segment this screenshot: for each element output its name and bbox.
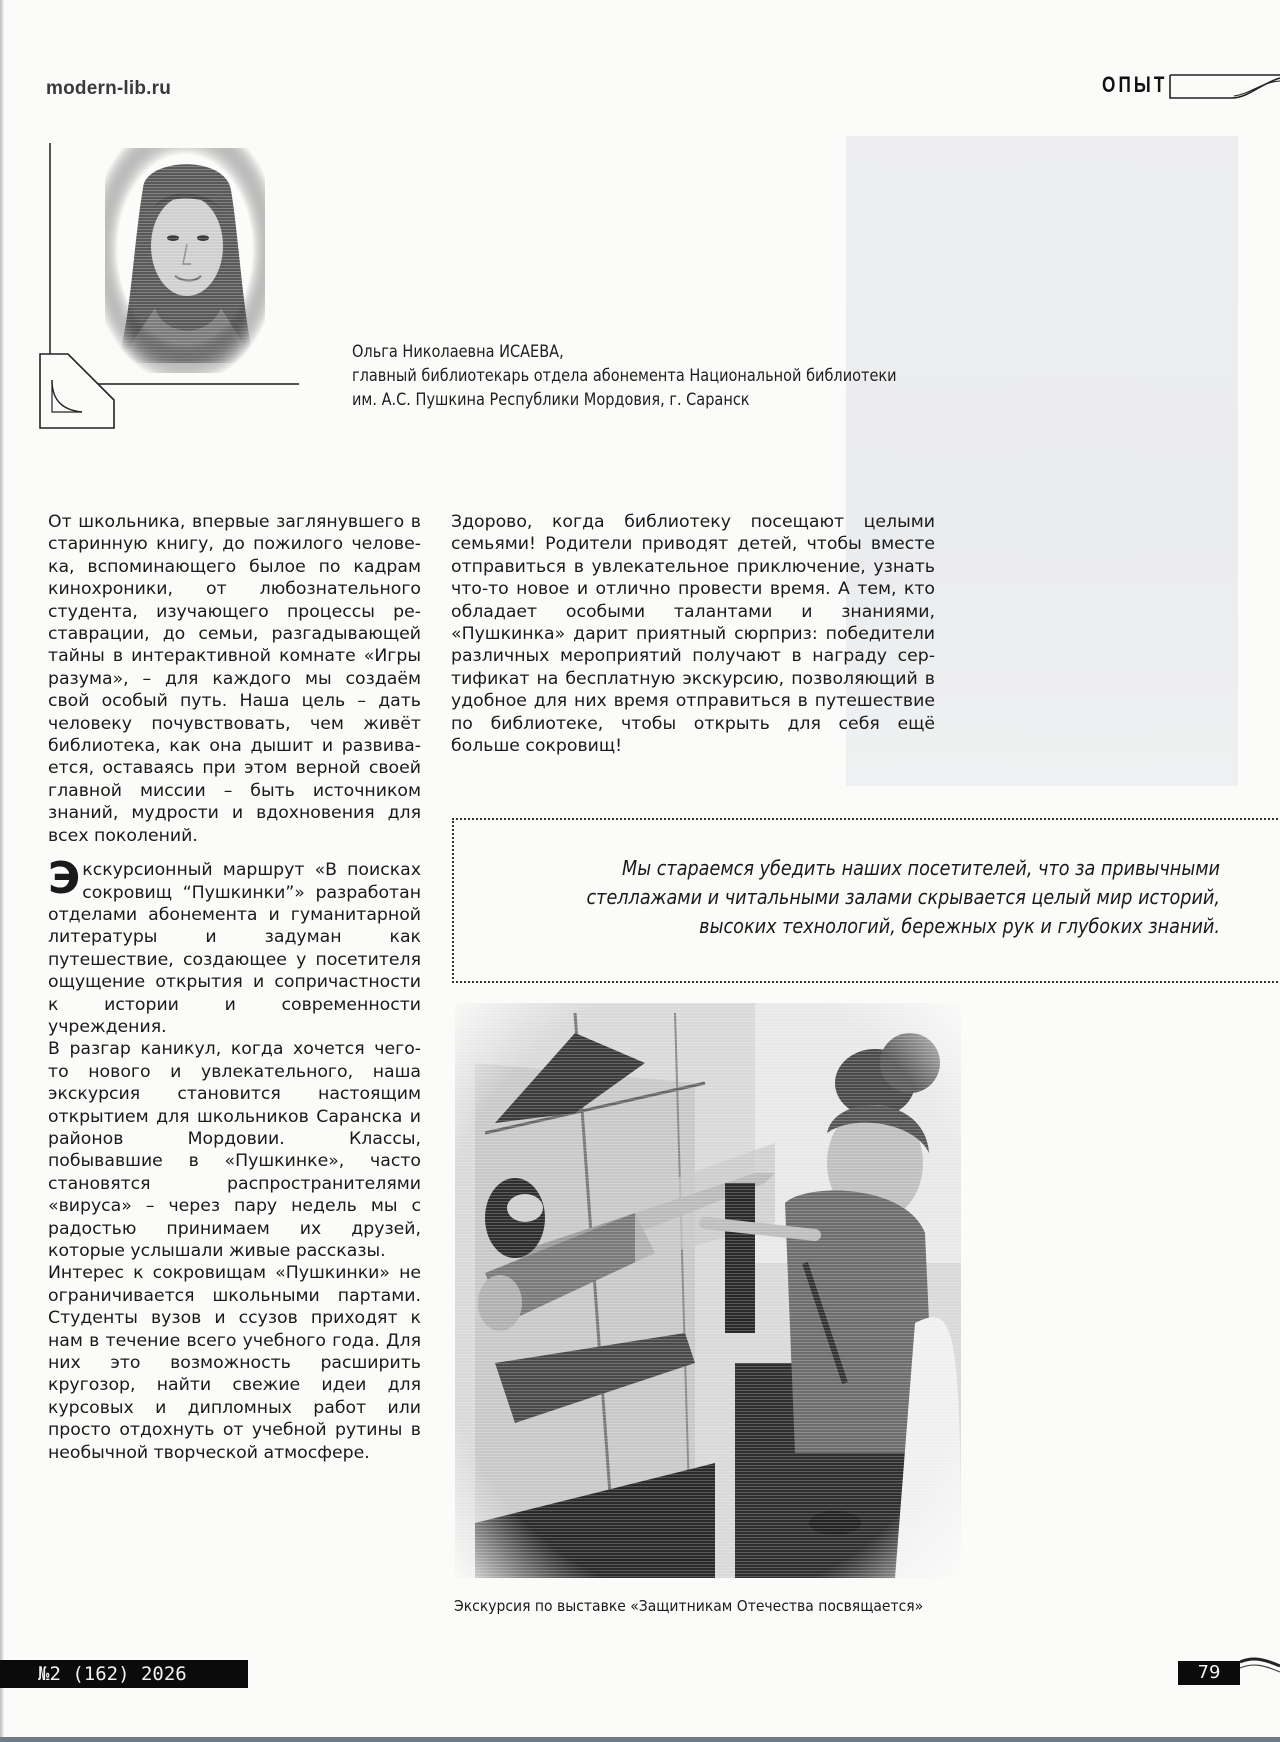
exhibition-photo (455, 1003, 961, 1578)
article-column-right (451, 511, 935, 757)
article-column-left (48, 511, 421, 1464)
author-affiliation: им. А.С. Пушкина Республики Мордовия, г. Саранск (352, 390, 750, 409)
photo-caption: Экскурсия по выставке «Защитникам Отечества посвящается» (454, 1597, 924, 1615)
pull-quote-line: стеллажами и читальными залами скрывается целый мир историй, (586, 885, 1220, 909)
author-name: Ольга Николаевна ИСАЕВА, (352, 342, 564, 361)
paragraph: Здорово, когда библиотеку посещают целыми семьями! Родители приводят детей, чтобы вместе отправиться в увлекательное приключение, узнать что-то новое и отлично провести время. А тем, кто обладает особыми талантами и знаниями, «Пушкинка» дарит приятный сюрприз: победители различных мероприятий получают в награду сертификат на бесплатную экскурсию, позволяющий в удобное для них время отправиться в путешествие по библиотеке, чтобы открыть для себя ещё больше сокровищ! (451, 512, 935, 757)
frame-line-vertical (49, 143, 51, 383)
drop-cap: Э (48, 853, 81, 905)
pull-quote-line: высоких технологий, бережных рук и глубоких знаний. (699, 914, 1220, 938)
author-position: главный библиотекарь отдела абонемента Национальной библиотеки (352, 366, 897, 385)
page-number: 79 (1178, 1661, 1240, 1685)
page-bottom-edge (0, 1737, 1280, 1742)
issue-number: №2 (162) 2026 (0, 1660, 248, 1688)
section-tab-decoration-icon (1168, 72, 1280, 100)
page-number-swoosh-icon (1240, 1652, 1280, 1684)
paragraph-text: кскурсионный маршрут «В поисках сокровищ “Пушкинки”» разработан отделами абонемента и гуманитарной литературы и задуман как путешествие, создающее у посетителя ощущение открытия и сопричастности к истории и современности учреждения. (48, 860, 421, 1037)
paragraph: В разгар каникул, когда хочется чего-то нового и увлекательного, наша экскурсия становится настоящим открытием для школьников Саранска и районов Мордовии. Классы, побывавшие в «Пушкинке», часто становятся распространителями «вируса» – через пару недель мы с радостью принимаем их друзей, которые услышали живые рассказы. (48, 1039, 421, 1261)
author-portrait (105, 148, 265, 373)
site-url: modern-lib.ru (46, 78, 172, 99)
paragraph-dropcap (48, 853, 421, 1038)
pull-quote (575, 854, 1220, 941)
pull-quote-line: Мы стараемся убедить наших посетителей, что за привычными (621, 856, 1220, 880)
author-byline (352, 340, 897, 412)
page-edge-shadow (0, 0, 4, 1742)
paragraph: Интерес к сокровищам «Пушкинки» не ограничивается школьными партами. Студенты вузов и ссузов приходят к нам в течение всего учебного года. Для них это возможность расширить кругозор, найти свежие идеи для курсовых и дипломных работ или просто отдохнуть от учебной рутины в необычной творческой атмосфере. (48, 1263, 421, 1463)
section-title: ОПЫТ (1102, 72, 1168, 97)
paragraph: От школьника, впервые заглянувшего в старинную книгу, до пожилого человека, вспоминающего былое по кадрам кинохроники, от любознательного студента, изучающего процессы реставрации, до семьи, разгадывающей тайны в интерактивной комнате «Игры разума», – для каждого мы создаём свой особый путь. Наша цель – дать человеку почувствовать, чем живёт библиотека, как она дышит и развивается, оставаясь при этом верной своей главной миссии – быть источником знаний, мудрости и вдохновения для всех поколений. (48, 512, 421, 846)
